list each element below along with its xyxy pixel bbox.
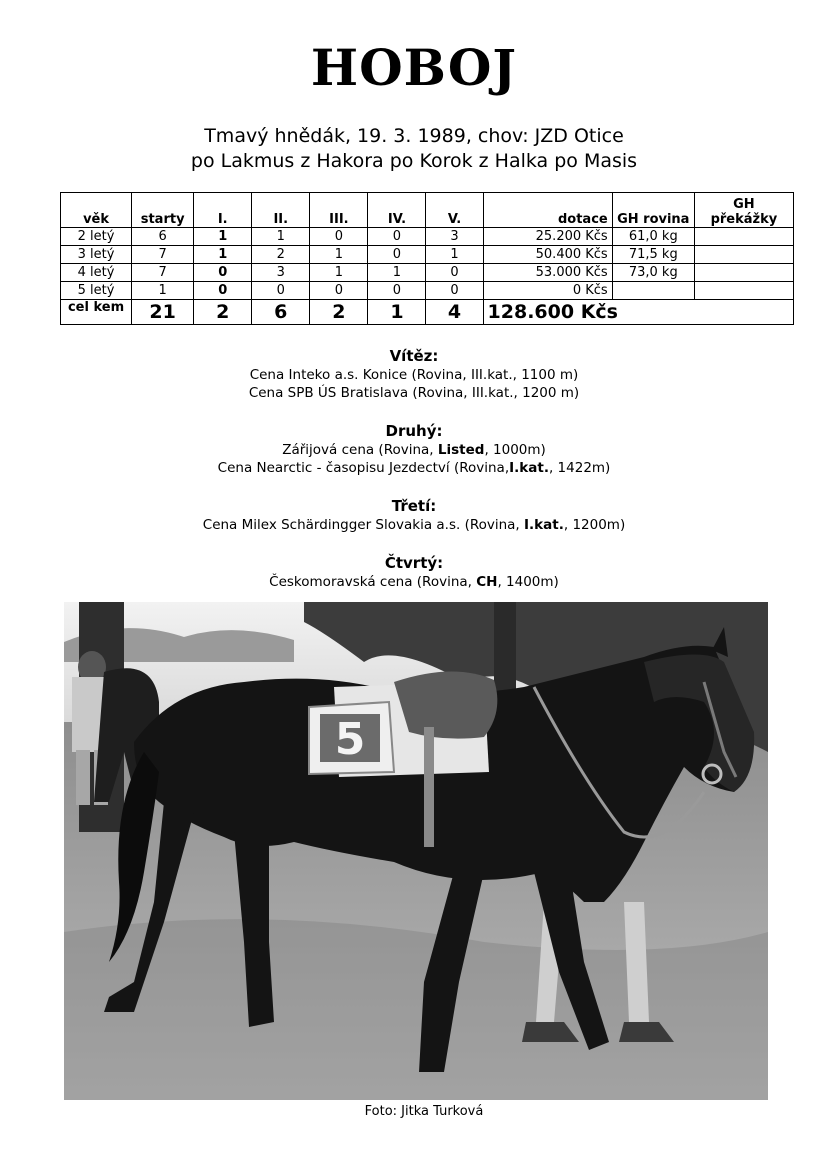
table-row <box>61 228 794 246</box>
total-first: 2 <box>194 300 252 325</box>
total-label: cel kem <box>61 300 132 325</box>
cell-third: 1 <box>310 246 368 264</box>
race-text: Zářijová cena (Rovina, <box>282 442 438 458</box>
header-earnings: dotace <box>483 193 612 228</box>
cell-gh-flat: 73,0 kg <box>612 264 694 282</box>
table-row <box>61 264 794 282</box>
race-category: Listed <box>437 442 485 458</box>
results-sections <box>0 347 828 611</box>
cell-age: 3 letý <box>61 246 132 264</box>
race-text: , 1200m) <box>563 517 626 533</box>
third-heading: Třetí: <box>391 497 437 515</box>
cell-starts: 1 <box>132 282 194 300</box>
race-text: , 1400m) <box>497 574 559 590</box>
race-category: I.kat. <box>524 517 564 533</box>
horse-photo <box>64 602 768 1100</box>
cell-earnings: 0 Kčs <box>483 282 612 300</box>
cell-fifth: 0 <box>426 264 483 282</box>
header-third: III. <box>310 193 368 228</box>
cell-second: 2 <box>252 246 310 264</box>
total-third: 2 <box>310 300 368 325</box>
cell-gh-jump <box>694 282 793 300</box>
cell-fourth: 0 <box>368 282 426 300</box>
table-header-row <box>61 193 794 228</box>
horse-info-line: Tmavý hnědák, 19. 3. 1989, chov: JZD Otice <box>204 125 624 147</box>
cell-earnings: 25.200 Kčs <box>483 228 612 246</box>
cell-second: 1 <box>252 228 310 246</box>
cell-gh-flat <box>612 282 694 300</box>
race-text: Cena Nearctic - časopisu Jezdectví (Rovina, <box>217 460 510 476</box>
cell-gh-flat: 61,0 kg <box>612 228 694 246</box>
cell-third: 1 <box>310 264 368 282</box>
horse-name-title: HOBOJ <box>310 38 518 97</box>
cell-gh-jump <box>694 264 793 282</box>
race-category: CH <box>476 574 498 590</box>
total-fourth: 1 <box>368 300 426 325</box>
third-place-section <box>0 497 828 534</box>
cell-first: 1 <box>194 246 252 264</box>
second-race-1 <box>0 441 828 459</box>
cell-fourth: 0 <box>368 228 426 246</box>
cell-age: 4 letý <box>61 264 132 282</box>
cell-fourth: 1 <box>368 264 426 282</box>
header-gh-jump: GH překážky <box>694 193 793 228</box>
header-starts: starty <box>132 193 194 228</box>
saddle-cloth-number: 5 <box>334 714 366 765</box>
cell-fourth: 0 <box>368 246 426 264</box>
header-first: I. <box>194 193 252 228</box>
table-row <box>61 282 794 300</box>
race-text: Českomoravská cena (Rovina, <box>269 574 477 590</box>
header-gh-flat: GH rovina <box>612 193 694 228</box>
cell-second: 0 <box>252 282 310 300</box>
race-text: , 1000m) <box>484 442 546 458</box>
fourth-place-section <box>0 554 828 591</box>
winner-heading: Vítěz: <box>389 347 439 365</box>
table-row <box>61 246 794 264</box>
total-second: 6 <box>252 300 310 325</box>
cell-first: 1 <box>194 228 252 246</box>
race-record-table <box>60 192 794 325</box>
cell-fifth: 1 <box>426 246 483 264</box>
fourth-race-1 <box>0 573 828 591</box>
third-race-1 <box>0 516 828 534</box>
cell-fifth: 0 <box>426 282 483 300</box>
cell-gh-jump <box>694 228 793 246</box>
table-total-row <box>61 300 794 325</box>
header-fifth: V. <box>426 193 483 228</box>
second-race-2 <box>0 459 828 477</box>
cell-second: 3 <box>252 264 310 282</box>
cell-third: 0 <box>310 282 368 300</box>
header-fourth: IV. <box>368 193 426 228</box>
total-starts: 21 <box>132 300 194 325</box>
header-second: II. <box>252 193 310 228</box>
cell-starts: 7 <box>132 264 194 282</box>
cell-earnings: 50.400 Kčs <box>483 246 612 264</box>
race-text: , 1422m) <box>548 460 611 476</box>
second-heading: Druhý: <box>385 422 443 440</box>
cell-gh-jump <box>694 246 793 264</box>
cell-first: 0 <box>194 264 252 282</box>
cell-fifth: 3 <box>426 228 483 246</box>
cell-earnings: 53.000 Kčs <box>483 264 612 282</box>
header-age: věk <box>61 193 132 228</box>
race-category: I.kat. <box>509 460 549 476</box>
cell-gh-flat: 71,5 kg <box>612 246 694 264</box>
winner-section <box>0 347 828 402</box>
cell-first: 0 <box>194 282 252 300</box>
cell-starts: 6 <box>132 228 194 246</box>
fourth-heading: Čtvrtý: <box>384 554 444 572</box>
winner-race-2: Cena SPB ÚS Bratislava (Rovina, III.kat., 1200 m) <box>248 385 580 401</box>
pedigree-line: po Lakmus z Hakora po Korok z Halka po Masis <box>190 150 638 172</box>
winner-race-1: Cena Inteko a.s. Konice (Rovina, III.kat., 1100 m) <box>249 367 579 383</box>
cell-starts: 7 <box>132 246 194 264</box>
horse-photo-illustration <box>64 602 768 1100</box>
total-fifth: 4 <box>426 300 483 325</box>
total-earnings: 128.600 Kčs <box>483 300 793 325</box>
second-place-section <box>0 422 828 477</box>
cell-age: 2 letý <box>61 228 132 246</box>
cell-age: 5 letý <box>61 282 132 300</box>
photo-caption: Foto: Jitka Turková <box>364 1104 484 1119</box>
cell-third: 0 <box>310 228 368 246</box>
race-text: Cena Milex Schärdingger Slovakia a.s. (Rovina, <box>202 517 525 533</box>
